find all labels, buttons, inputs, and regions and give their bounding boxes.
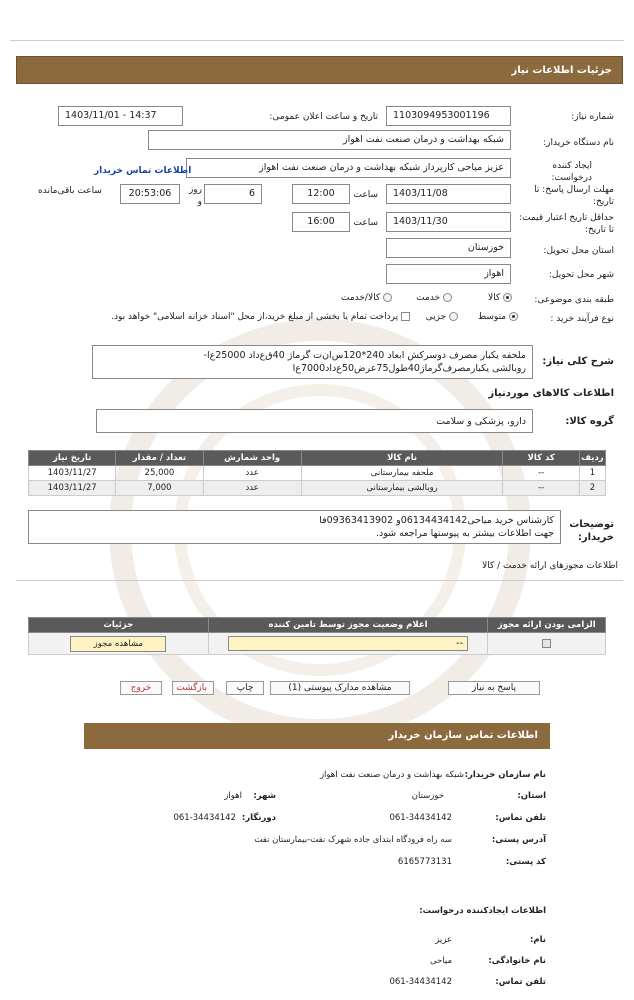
creator-info-title: اطلاعات ایجادکننده درخواست: <box>419 906 546 916</box>
creator-phone-value: 061-34434142 <box>389 977 452 987</box>
city-label: شهر محل تحویل: <box>548 270 614 280</box>
contact-province-value: خوزستان <box>411 791 444 801</box>
license-section-title: اطلاعات مجوزهای ارائه خدمت / کالا <box>482 561 618 571</box>
buyer-notes-line-2: جهت اطلاعات بیشتر به پیوستها مراجعه شود. <box>375 528 554 539</box>
col-status: اعلام وضعیت مجوز توسط تامین کننده <box>208 618 488 633</box>
need-number-field[interactable]: 1103094953001196 <box>386 106 511 126</box>
contact-province-label: استان: <box>517 791 546 801</box>
goods-section-title: اطلاعات کالاهای موردنیاز <box>488 388 614 399</box>
cell-name: روبالشی بیمارستانی <box>301 481 503 496</box>
page-header: جزئیات اطلاعات نیاز <box>16 56 623 84</box>
radio-selected-icon <box>509 312 518 321</box>
contact-city-value: اهواز <box>224 791 242 801</box>
cell-required <box>488 633 606 655</box>
remaining-label: ساعت باقی‌مانده <box>38 186 102 196</box>
back-button[interactable]: بازگشت <box>172 681 214 695</box>
buyer-notes-line-1: کارشناس خرید میاحی06134434142و 09363413902فا <box>319 515 554 526</box>
creator-phone-label: تلفن تماس: <box>495 977 546 987</box>
category-radio-service[interactable]: خدمت <box>416 293 452 303</box>
deadline-time-label: ساعت <box>353 190 378 200</box>
deadline-time-field[interactable]: 12:00 <box>292 184 350 204</box>
announce-label: تاریخ و ساعت اعلان عمومی: <box>269 112 378 122</box>
cell-status <box>208 633 488 655</box>
deadline-label: مهلت ارسال پاسخ: تا تاریخ: <box>534 185 614 207</box>
cell-unit: عدد <box>203 481 301 496</box>
checkbox-checked-icon[interactable] <box>542 639 551 648</box>
radio-icon <box>383 293 392 302</box>
checkbox-icon <box>401 312 410 321</box>
summary-line-1: ملحفه یکبار مصرف دوسرکش ابعاد 240*120س‌ان‌ت گرماژ 40ق‌ع‌داد 25000ع‌ا- <box>203 350 526 361</box>
cell-unit: عدد <box>203 466 301 481</box>
license-table <box>28 617 606 655</box>
buyer-org-label: نام دستگاه خریدار: <box>543 138 614 148</box>
category-label: طبقه بندی موضوعی: <box>534 295 614 305</box>
goods-group-label: گروه کالا: <box>565 416 614 427</box>
col-unit: واحد شمارش <box>203 451 301 466</box>
contact-address-label: آدرس پستی: <box>491 835 546 845</box>
col-qty: تعداد / مقدار <box>116 451 203 466</box>
attachments-button[interactable]: مشاهده مدارک پیوستی (1) <box>270 681 410 695</box>
days-field[interactable]: 6 <box>204 184 262 204</box>
cell-details <box>29 633 209 655</box>
process-label: نوع فرآیند خرید : <box>550 314 614 324</box>
validity-time-label: ساعت <box>353 218 378 228</box>
print-button[interactable]: چاپ <box>226 681 264 695</box>
license-status-field[interactable]: -- <box>228 636 468 651</box>
reply-button[interactable]: پاسخ به نیاز <box>448 681 540 695</box>
creator-family-value: میاحی <box>429 956 452 966</box>
radio-selected-icon <box>503 293 512 302</box>
remaining-time-field[interactable]: 20:53:06 <box>120 184 180 204</box>
days-label: روز و <box>188 185 202 207</box>
creator-name-value: عزیز <box>435 935 452 945</box>
buyer-org-field[interactable]: شبکه بهداشت و درمان صنعت نفت اهواز <box>148 130 511 150</box>
cell-qty: 7,000 <box>116 481 203 496</box>
contact-postal-value: 6165773131 <box>397 857 452 867</box>
announce-field[interactable]: 1403/11/01 - 14:37 <box>58 106 183 126</box>
goods-table <box>28 450 606 496</box>
table-row[interactable] <box>29 481 606 496</box>
cell-qty: 25,000 <box>116 466 203 481</box>
radio-icon <box>443 293 452 302</box>
contact-org-label: نام سازمان خریدار: <box>464 770 546 780</box>
process-radio-small[interactable]: جزیی <box>426 312 458 322</box>
table-row[interactable] <box>29 633 606 655</box>
creator-field[interactable]: عزیز میاحی کارپرداز شبکه بهداشت و درمان صنعت نفت اهواز <box>186 158 511 178</box>
contact-section-header: اطلاعات تماس سازمان خریدار <box>84 723 550 749</box>
col-date: تاریخ نیاز <box>29 451 116 466</box>
col-name: نام کالا <box>301 451 503 466</box>
province-label: استان محل تحویل: <box>543 246 614 256</box>
buyer-notes-label: توضیحات خریدار: <box>569 519 614 543</box>
goods-group-field[interactable]: دارو، پزشکی و سلامت <box>96 409 533 433</box>
col-index: ردیف <box>579 451 605 466</box>
creator-family-label: نام خانوادگی: <box>488 956 546 966</box>
buyer-contact-link[interactable]: اطلاعات تماس خریدار <box>94 166 192 176</box>
col-code: کد کالا <box>503 451 579 466</box>
table-row[interactable] <box>29 466 606 481</box>
validity-time-field[interactable]: 16:00 <box>292 212 350 232</box>
goods-table-header <box>29 451 606 466</box>
creator-name-label: نام: <box>529 935 546 945</box>
contact-city-label: شهر: <box>253 791 276 801</box>
contact-phone-label: تلفن تماس: <box>495 813 546 823</box>
col-required: الزامی بودن ارائه مجوز <box>488 618 606 633</box>
license-divider <box>16 580 623 581</box>
cell-name: ملحفه بیمارستانی <box>301 466 503 481</box>
province-field[interactable]: خوزستان <box>386 238 511 258</box>
top-divider <box>10 40 624 41</box>
summary-label: شرح کلی نیاز: <box>542 356 614 367</box>
view-license-button[interactable]: مشاهده مجوز <box>70 636 166 652</box>
creator-label: ایجاد کننده درخواست: <box>551 161 592 183</box>
contact-address-value: سه راه فرودگاه ابتدای جاده شهرک نفت-بیمارستان نفت <box>254 835 452 845</box>
category-radio-both[interactable]: کالا/خدمت <box>341 293 392 303</box>
col-details: جزئیات <box>29 618 209 633</box>
need-number-label: شماره نیاز: <box>571 112 614 122</box>
deadline-date-field[interactable]: 1403/11/08 <box>386 184 511 204</box>
exit-button[interactable]: خروج <box>120 681 162 695</box>
contact-org-value: شبکه بهداشت و درمان صنعت نفت اهواز <box>319 770 464 780</box>
contact-fax-label: دورنگار: <box>241 813 276 823</box>
cell-index: 1 <box>579 466 605 481</box>
cell-code: -- <box>503 466 579 481</box>
contact-postal-label: کد پستی: <box>505 857 546 867</box>
cell-date: 1403/11/27 <box>29 466 116 481</box>
radio-icon <box>449 312 458 321</box>
validity-label: حداقل تاریخ اعتبار قیمت: تا تاریخ: <box>519 213 614 235</box>
category-radio-goods[interactable]: کالا <box>488 293 512 303</box>
process-radio-medium[interactable]: متوسط <box>478 312 518 322</box>
validity-date-field[interactable]: 1403/11/30 <box>386 212 511 232</box>
city-field[interactable]: اهواز <box>386 264 511 284</box>
payment-checkbox[interactable]: پرداخت تمام یا بخشی از مبلغ خرید،از محل "اسناد خزانه اسلامی" خواهد بود. <box>111 312 410 322</box>
contact-phone-value: 061-34434142 <box>389 813 452 823</box>
license-table-header <box>29 618 606 633</box>
cell-index: 2 <box>579 481 605 496</box>
cell-code: -- <box>503 481 579 496</box>
summary-line-2: روبالشی یکبارمصرف‌گرماژ40طول75عرض50ع‌داد7000ع‌ا <box>292 363 526 374</box>
buyer-notes-field[interactable] <box>28 510 561 544</box>
contact-fax-value: 061-34434142 <box>173 813 236 823</box>
summary-field[interactable] <box>92 345 533 379</box>
cell-date: 1403/11/27 <box>29 481 116 496</box>
